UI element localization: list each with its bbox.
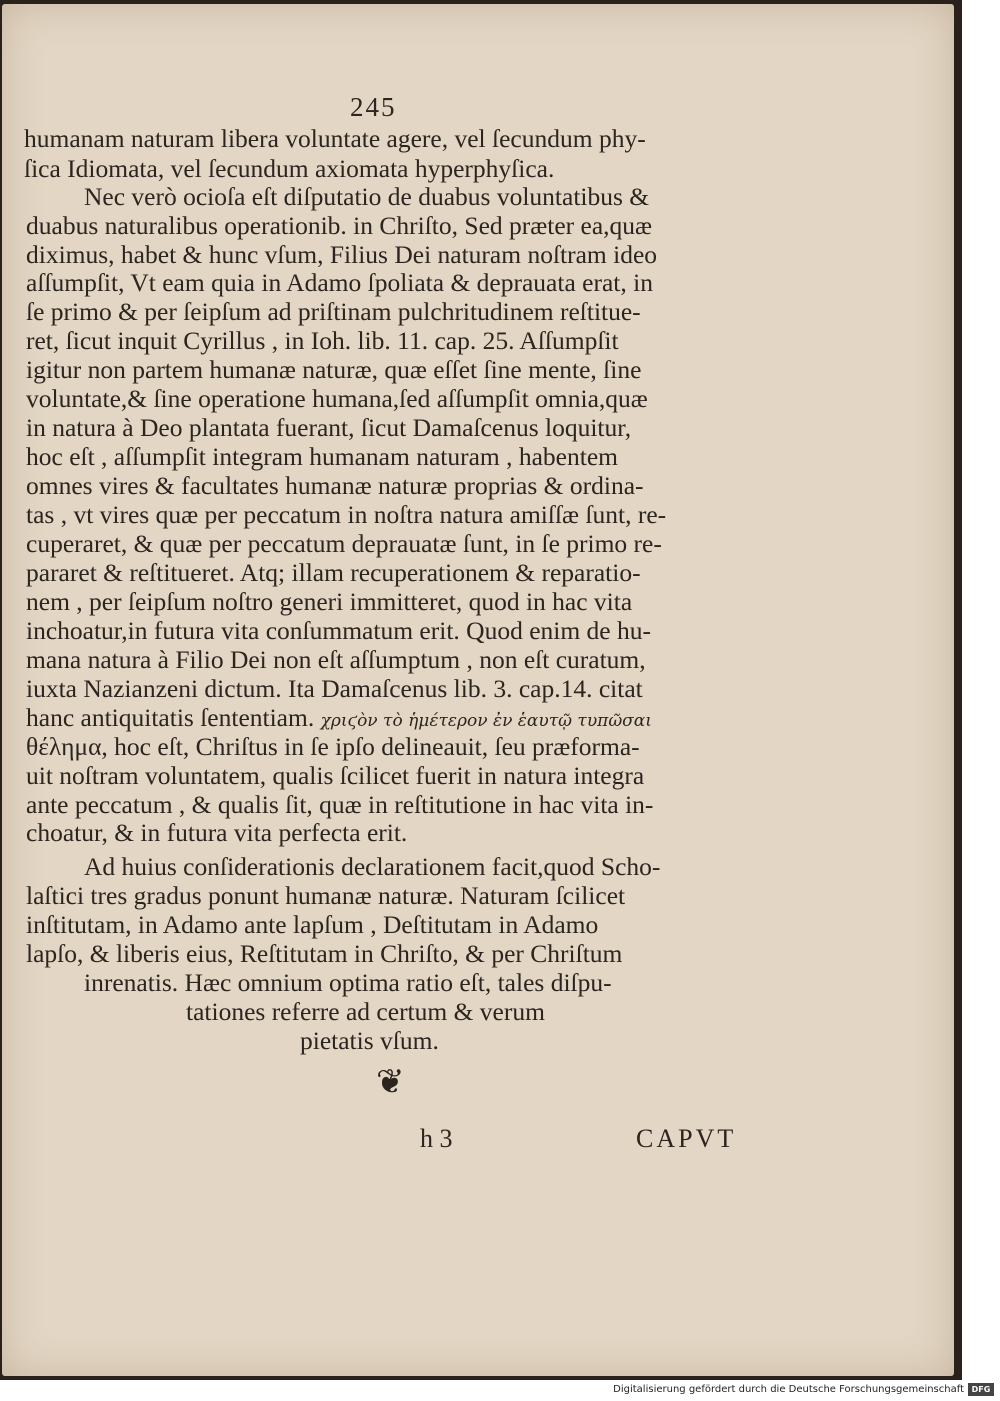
text-line: uit noſtram voluntatem, qualis ſcilicet fuerit in natura integra [26,761,645,790]
dfg-logo: DFG [968,1383,994,1396]
text-line-greek [26,703,652,732]
fleuron-ornament-icon: ❦ [376,1062,405,1102]
text-line: nem , per ſeipſum noſtro generi immitteret, quod in hac vita [26,587,633,616]
text-line: duabus naturalibus operationib. in Chriſto, Sed præter ea,quæ [26,211,653,240]
text-line: lapſo, & liberis eius, Reſtitutam in Chriſto, & per Chriſtum [26,939,623,968]
text-line: hoc eſt , aſſumpſit integram humanam naturam , habentem [26,442,618,471]
text-line: diximus, habet & hunc vſum, Filius Dei naturam noſtram ideo [26,240,658,269]
text-line: laſtici tres gradus ponunt humanæ naturæ. Naturam ſcilicet [26,881,626,910]
text-line: cuperaret, & quæ per peccatum deprauatæ ſunt, in ſe primo re- [26,529,662,558]
catchword: CAPVT [636,1124,737,1153]
text-line: igitur non partem humanæ naturæ, quæ eſſet ſine mente, ſine [26,355,642,384]
text-line: inrenatis. Hæc omnium optima ratio eſt, tales diſpu- [84,968,612,997]
text-line: voluntate,& ſine operatione humana,ſed aſſumpſit omnia,quæ [26,384,648,413]
latin-phrase: hanc antiquitatis ſententiam. [26,703,315,732]
digitization-credit: Digitalisierung gefördert durch die Deutsche Forschungsgemeinschaft [613,1384,964,1395]
page-number: 245 [350,92,397,122]
text-line: choatur, & in futura vita perfecta erit. [26,818,408,847]
text-line: pietatis vſum. [300,1026,439,1055]
text-line: tas , vt vires quæ per peccatum in noſtra natura amiſſæ ſunt, re- [26,500,667,529]
text-line: aſſumpſit, Vt eam quia in Adamo ſpoliata & deprauata erat, in [26,268,653,297]
text-line: iuxta Nazianzeni dictum. Ita Damaſcenus lib. 3. cap.14. citat [26,674,643,703]
signature-mark: h 3 [420,1124,453,1153]
text-line: ante peccatum , & qualis ſit, quæ in reſtitutione in hac vita in- [26,790,654,819]
text-line: Ad huius conſiderationis declarationem facit,quod Scho- [84,852,661,881]
text-line: in natura à Deo plantata fuerant, ſicut Damaſcenus loquitur, [26,413,632,442]
text-line: pararet & reſtitueret. Atq; illam recuperationem & reparatio- [26,558,641,587]
text-line: ſe primo & per ſeipſum ad priſtinam pulchritudinem reſtitue- [26,297,641,326]
text-line: inſtitutam, in Adamo ante lapſum , Deſtitutam in Adamo [26,910,599,939]
text-line: θέλημα, hoc eſt, Chriſtus in ſe ipſo delineauit, ſeu præforma- [26,732,640,761]
text-line: omnes vires & facultates humanæ naturæ proprias & ordina- [26,471,644,500]
greek-quotation: χριϛὸν τὸ ἡμέτερον ἐν ἑαυτῷ τυπῶσαι [320,711,652,731]
text-line: inchoatur,in futura vita conſummatum erit. Quod enim de hu- [26,616,651,645]
text-line: tationes referre ad certum & verum [186,997,545,1026]
text-line: humanam naturam libera voluntate agere, vel ſecundum phy- [24,124,646,153]
text-line: mana natura à Filio Dei non eſt aſſumptum , non eſt curatum, [26,645,646,674]
text-line: Nec verò ocioſa eſt diſputatio de duabus voluntatibus & [84,182,650,211]
text-line: ret, ſicut inquit Cyrillus , in Ioh. lib. 11. cap. 25. Aſſumpſit [26,326,619,355]
text-line: ſica Idiomata, vel ſecundum axiomata hyperphyſica. [24,154,555,183]
